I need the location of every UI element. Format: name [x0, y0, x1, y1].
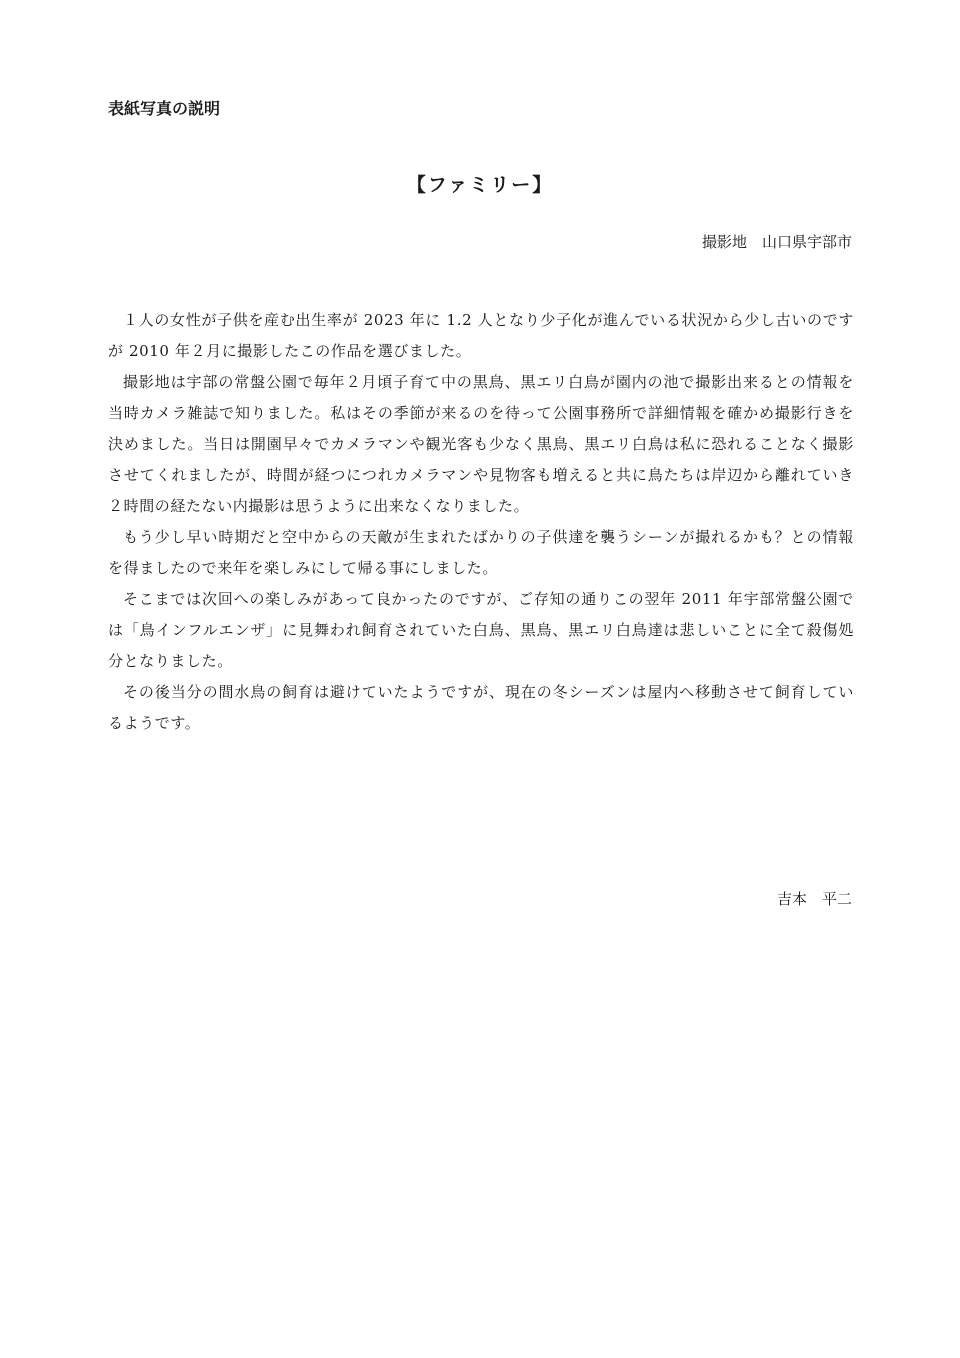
section-heading: 表紙写真の説明 — [108, 99, 221, 118]
author-name: 吉本 平二 — [776, 890, 852, 908]
paragraph: そこまでは次回への楽しみがあって良かったのですが、ご存知の通りこの翌年 2011 年宇部常盤公園では「鳥インフルエンザ」に見舞われ飼育されていた白鳥、黒鳥、黒エリ白鳥達は悲しいことに全て殺傷処分となりました。 — [108, 590, 854, 670]
photo-title: 【ファミリー】 — [406, 174, 554, 196]
paragraph: 撮影地は宇部の常盤公園で毎年２月頃子育て中の黒鳥、黒エリ白鳥が園内の池で撮影出来るとの情報を当時カメラ雑誌で知りました。私はその季節が来るのを待って公園事務所で詳細情報を確かめ撮影行きを決めました。当日は開園早々でカメラマンや観光客も少なく黒鳥、黒エリ白鳥は私に恐れることなく撮影させてくれましたが、時間が経つにつれカメラマンや見物客も増えると共に鳥たちは岸辺から離れていき２時間の経たない内撮影は思うように出来なくなりました。 — [108, 373, 854, 515]
shooting-location: 撮影地 山口県宇部市 — [701, 233, 852, 251]
description-body — [108, 305, 854, 739]
paragraph: もう少し早い時期だと空中からの天敵が生まれたばかりの子供達を襲うシーンが撮れるかも？との情報を得ましたので来年を楽しみにして帰る事にしました。 — [108, 528, 854, 577]
paragraph: その後当分の間水鳥の飼育は避けていたようですが、現在の冬シーズンは屋内へ移動させて飼育しているようです。 — [108, 683, 854, 732]
paragraph: １人の女性が子供を産む出生率が 2023 年に 1.2 人となり少子化が進んでいる状況から少し古いのですが 2010 年２月に撮影したこの作品を選びました。 — [108, 311, 854, 360]
